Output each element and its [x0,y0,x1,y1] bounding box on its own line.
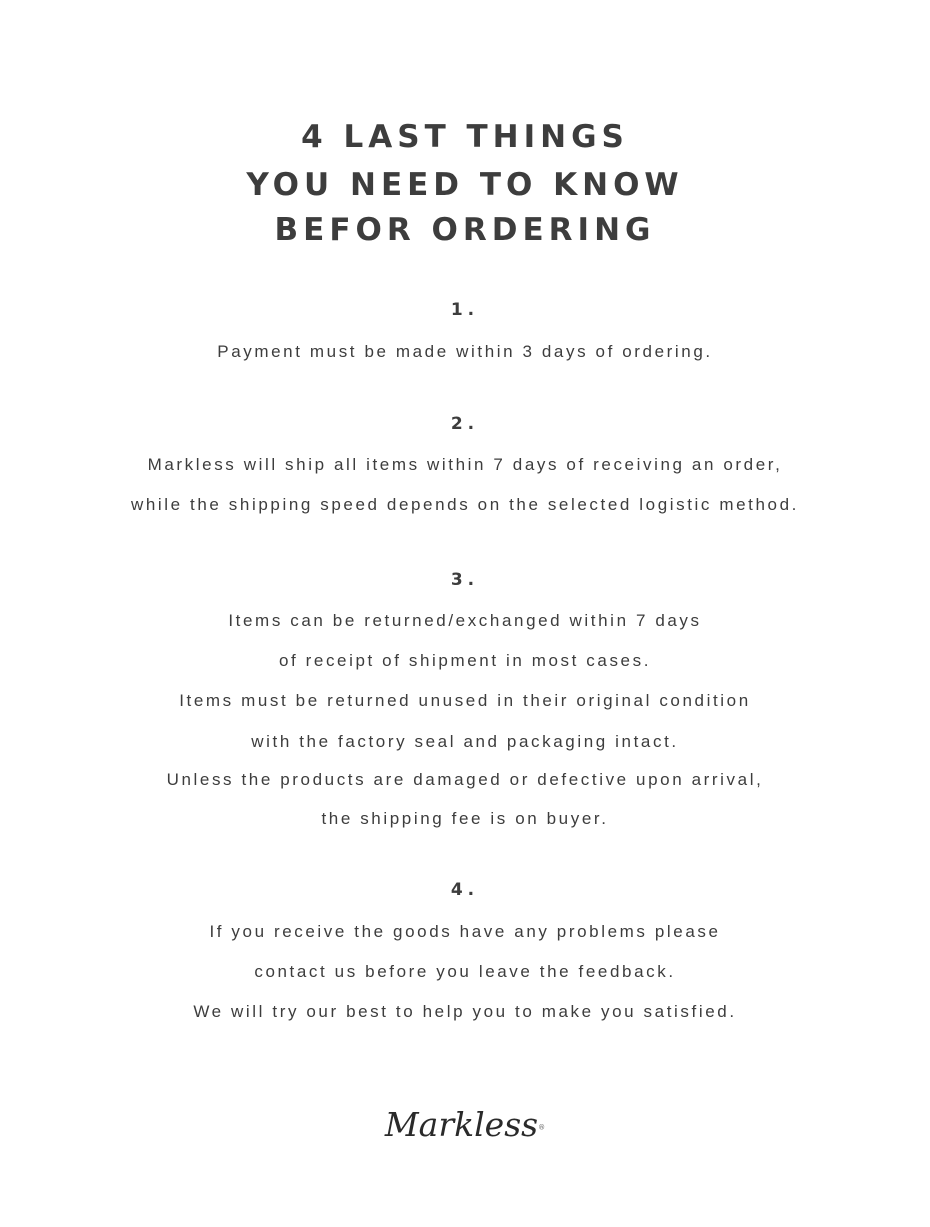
logo-wordmark: Markless [384,1105,539,1144]
item-3-text-line-6: the shipping fee is on buyer. [321,809,609,828]
item-3-text-line-1: Items can be returned/exchanged within 7 days [228,611,702,630]
item-4-text-line-3: We will try our best to help you to make you satisfied. [193,1002,737,1021]
item-3-text-line-2: of receipt of shipment in most cases. [278,651,652,670]
item-3-number: 3. [450,570,480,590]
item-3-text-line-3: Items must be returned unused in their original condition [179,691,751,710]
title-line-2: YOU NEED TO KNOW [246,167,684,203]
markless-logo [0,1105,930,1144]
title-line-3: BEFOR ORDERING [274,212,656,248]
item-4-text-line-2: contact us before you leave the feedback. [254,962,676,981]
registered-mark: ® [538,1123,546,1132]
item-2-text-line-2: while the shipping speed depends on the selected logistic method. [130,495,799,514]
item-1-text: Payment must be made within 3 days of ordering. [217,342,713,361]
item-3-text-line-5: Unless the products are damaged or defective upon arrival, [166,770,764,789]
item-2-text-line-1: Markless will ship all items within 7 days of receiving an order, [147,455,783,474]
item-3-text-line-4: with the factory seal and packaging intact. [251,732,679,751]
item-2-number: 2. [450,414,480,434]
item-1-number: 1. [450,300,480,320]
item-4-number: 4. [450,880,480,900]
item-4-text-line-1: If you receive the goods have any problems please [209,922,721,941]
title-line-1: 4 LAST THINGS [301,119,629,155]
